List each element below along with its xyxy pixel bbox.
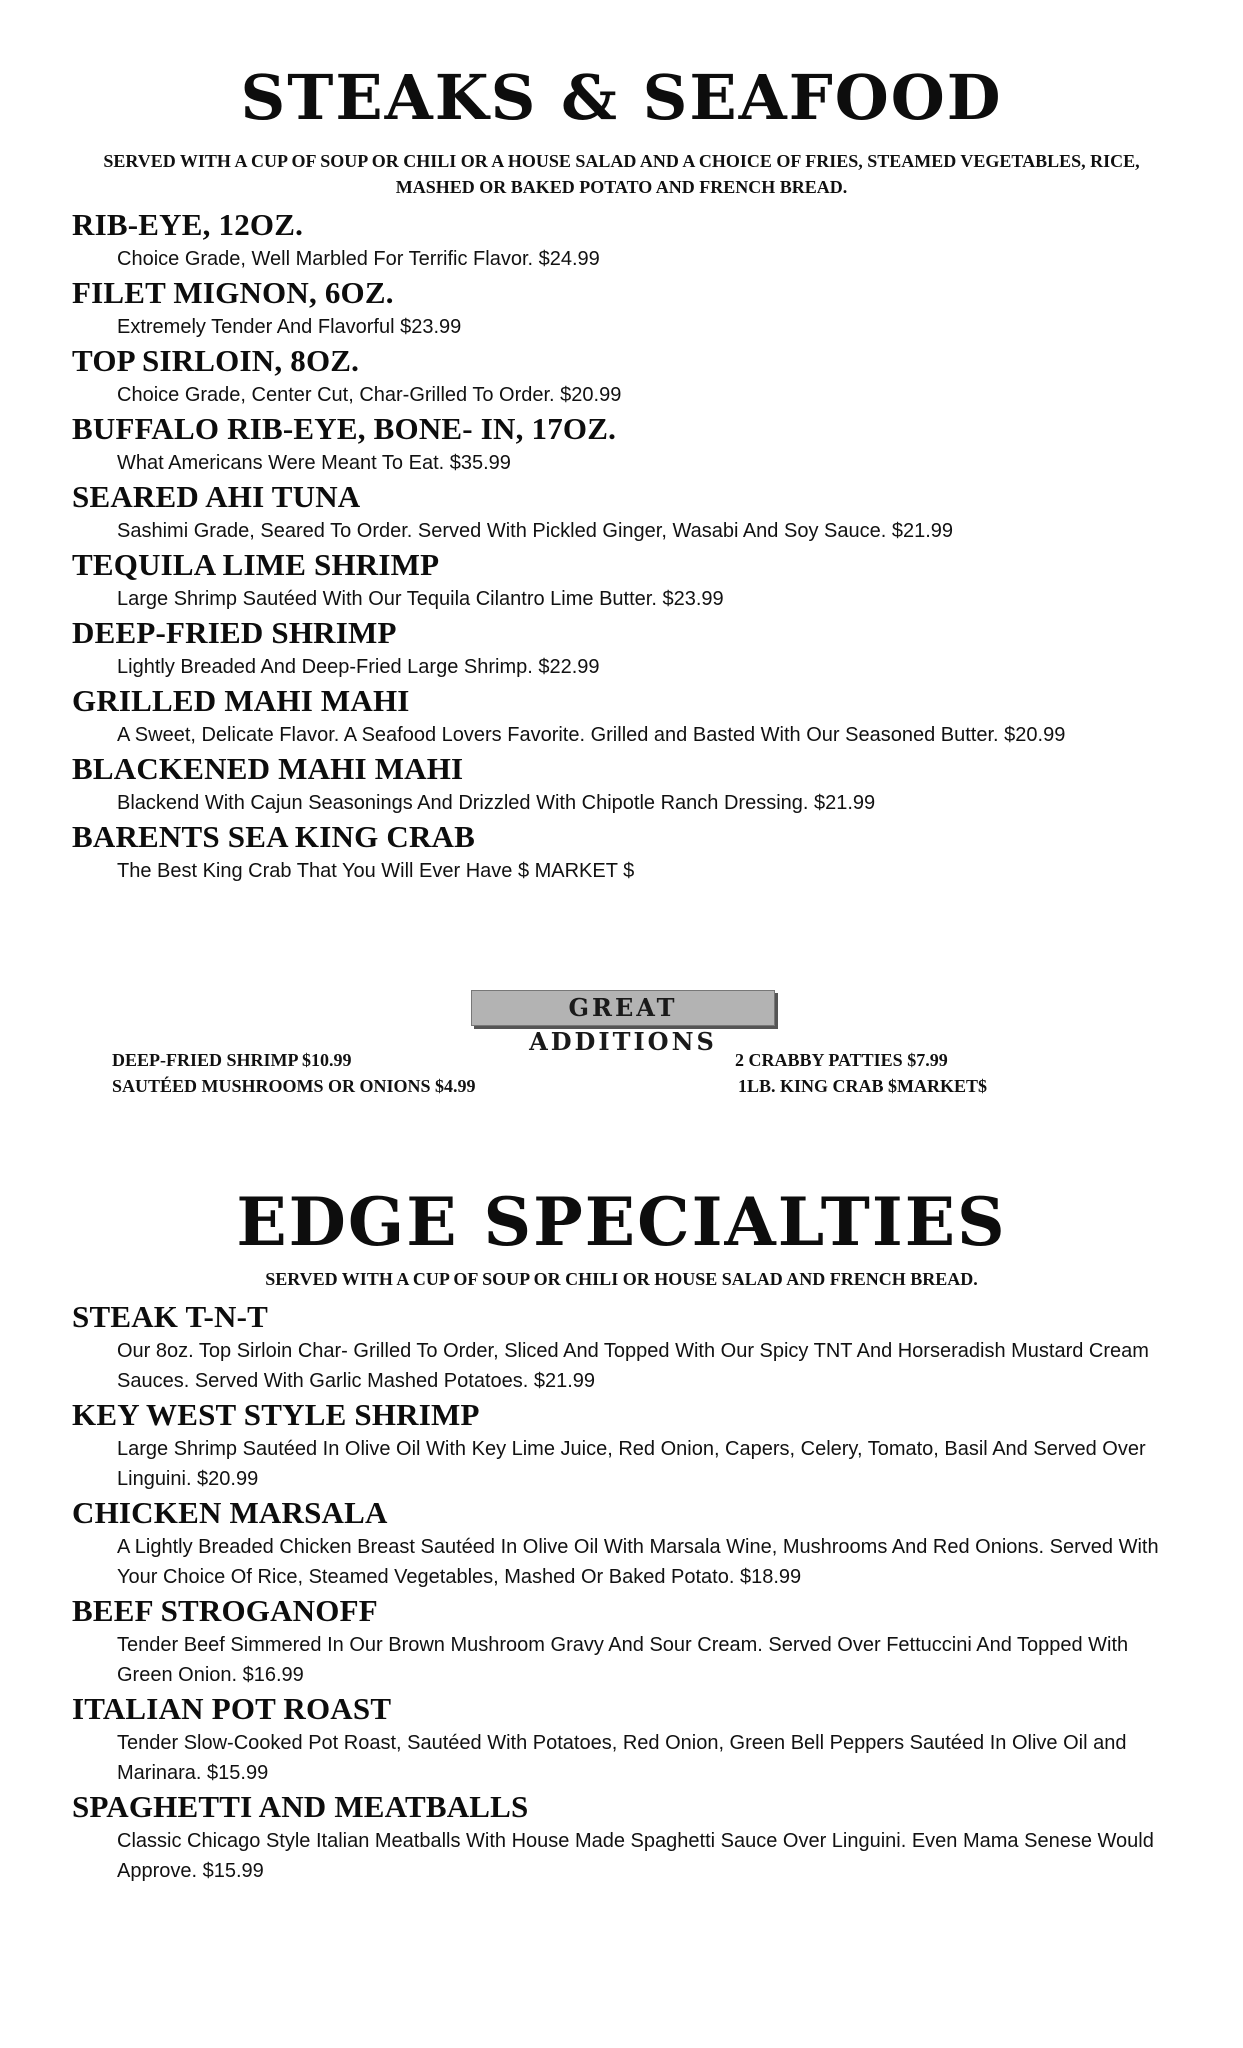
item-name: CHICKEN MARSALA — [72, 1495, 388, 1530]
item-description: Classic Chicago Style Italian Meatballs With House Made Spaghetti Sauce Over Linguini. Even Mama Senese Would Approve. $15.99 — [117, 1830, 1154, 1882]
menu-item — [72, 614, 1182, 682]
addition-item: SAUTÉED MUSHROOMS OR ONIONS $4.99 — [112, 1076, 476, 1096]
item-name: SPAGHETTI AND MEATBALLS — [72, 1789, 529, 1824]
item-description: A Sweet, Delicate Flavor. A Seafood Lovers Favorite. Grilled and Basted With Our Seasoned Butter. $20.99 — [117, 724, 1066, 746]
steaks-item-list — [72, 206, 1182, 886]
addition-item: 2 CRABBY PATTIES $7.99 — [735, 1050, 948, 1070]
item-name: BEEF STROGANOFF — [72, 1593, 378, 1628]
menu-item — [72, 750, 1182, 818]
menu-item — [72, 1298, 1182, 1396]
menu-item — [72, 1690, 1182, 1788]
menu-item — [72, 410, 1182, 478]
item-description: Our 8oz. Top Sirloin Char- Grilled To Order, Sliced And Topped With Our Spicy TNT And Horseradish Mustard Cream Sauces. Served With Garlic Mashed Potatoes. $21.99 — [117, 1340, 1149, 1392]
item-description: What Americans Were Meant To Eat. $35.99 — [117, 452, 511, 474]
menu-item — [72, 478, 1182, 546]
item-name: DEEP-FRIED SHRIMP — [72, 615, 397, 650]
item-description: Sashimi Grade, Seared To Order. Served With Pickled Ginger, Wasabi And Soy Sauce. $21.99 — [117, 520, 953, 542]
menu-item — [72, 1592, 1182, 1690]
item-name: BLACKENED MAHI MAHI — [72, 751, 464, 786]
specialties-item-list — [72, 1298, 1182, 1886]
item-description: Large Shrimp Sautéed In Olive Oil With Key Lime Juice, Red Onion, Capers, Celery, Tomato, Basil And Served Over Linguini. $20.99 — [117, 1438, 1146, 1490]
menu-item — [72, 1788, 1182, 1886]
menu-item — [72, 818, 1182, 886]
item-description: Blackend With Cajun Seasonings And Drizzled With Chipotle Ranch Dressing. $21.99 — [117, 792, 876, 814]
item-name: SEARED AHI TUNA — [72, 479, 361, 514]
additions-right-column — [735, 1047, 987, 1099]
menu-item — [72, 274, 1182, 342]
menu-item — [72, 682, 1182, 750]
item-description: Extremely Tender And Flavorful $23.99 — [117, 316, 462, 338]
steaks-served-with-note: SERVED WITH A CUP OF SOUP OR CHILI OR A HOUSE SALAD AND A CHOICE OF FRIES, STEAMED VEGETABLES, RICE, MASHED OR BAKED POTATO AND FRENCH BREAD. — [103, 151, 1140, 197]
item-description: Tender Slow-Cooked Pot Roast, Sautéed With Potatoes, Red Onion, Green Bell Peppers Sautéed In Olive Oil and Marinara. $15.99 — [117, 1732, 1127, 1784]
item-name: STEAK T-N-T — [72, 1299, 269, 1334]
addition-item: 1LB. KING CRAB $MARKET$ — [738, 1076, 988, 1096]
menu-item — [72, 546, 1182, 614]
menu-item — [72, 1494, 1182, 1592]
item-description: The Best King Crab That You Will Ever Have $ MARKET $ — [117, 860, 635, 882]
item-name: RIB-EYE, 12OZ. — [72, 207, 304, 242]
item-name: FILET MIGNON, 6OZ. — [72, 275, 394, 310]
additions-left-column — [112, 1047, 476, 1099]
item-description: Large Shrimp Sautéed With Our Tequila Cilantro Lime Butter. $23.99 — [117, 588, 724, 610]
menu-item — [72, 206, 1182, 274]
item-description: Lightly Breaded And Deep-Fried Large Shrimp. $22.99 — [117, 656, 600, 678]
steaks-seafood-title: STEAKS & SEAFOOD — [240, 61, 1003, 134]
item-description: A Lightly Breaded Chicken Breast Sautéed In Olive Oil With Marsala Wine, Mushrooms And Red Onions. Served With Your Choice Of Rice, Steamed Vegetables, Mashed Or Baked Potato. $18.99 — [117, 1536, 1159, 1588]
item-name: GRILLED MAHI MAHI — [72, 683, 410, 718]
edge-specialties-title: EDGE SPECIALTIES — [236, 1183, 1007, 1261]
item-name: ITALIAN POT ROAST — [72, 1691, 392, 1726]
item-description: Tender Beef Simmered In Our Brown Mushroom Gravy And Sour Cream. Served Over Fettuccini And Topped With Green Onion. $16.99 — [117, 1634, 1129, 1686]
great-additions-heading: GREAT ADDITIONS — [471, 990, 775, 1026]
item-name: BARENTS SEA KING CRAB — [72, 819, 475, 854]
item-name: BUFFALO RIB-EYE, BONE- IN, 17OZ. — [72, 411, 617, 446]
menu-item — [72, 1396, 1182, 1494]
addition-item: DEEP-FRIED SHRIMP $10.99 — [112, 1050, 352, 1070]
item-description: Choice Grade, Well Marbled For Terrific Flavor. $24.99 — [117, 248, 600, 270]
item-description: Choice Grade, Center Cut, Char-Grilled To Order. $20.99 — [117, 384, 622, 406]
item-name: KEY WEST STYLE SHRIMP — [72, 1397, 480, 1432]
item-name: TEQUILA LIME SHRIMP — [72, 547, 440, 582]
specialties-served-with-note: SERVED WITH A CUP OF SOUP OR CHILI OR HOUSE SALAD AND FRENCH BREAD. — [265, 1269, 978, 1289]
item-name: TOP SIRLOIN, 8OZ. — [72, 343, 360, 378]
menu-item — [72, 342, 1182, 410]
